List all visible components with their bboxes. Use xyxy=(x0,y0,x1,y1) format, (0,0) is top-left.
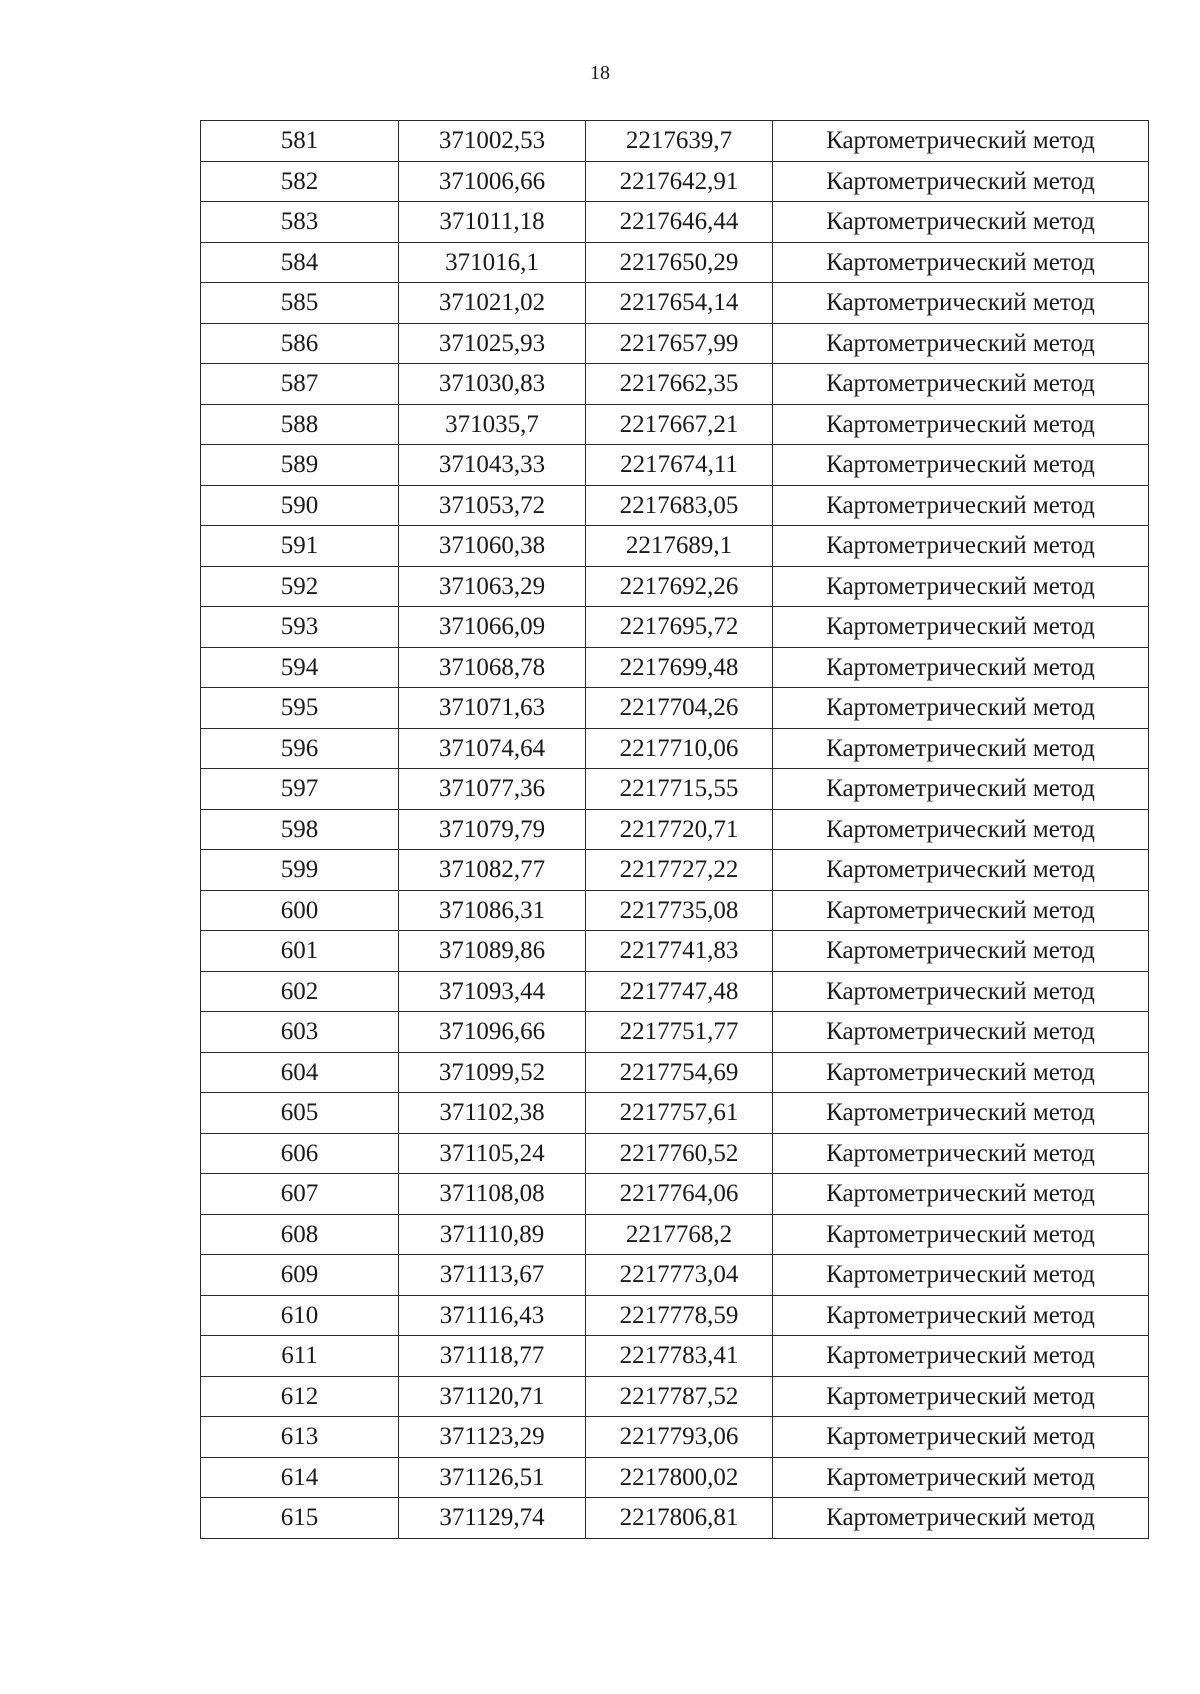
x-coordinate-cell: 371102,38 xyxy=(399,1093,586,1134)
y-coordinate-cell: 2217773,04 xyxy=(586,1255,773,1296)
table-row xyxy=(201,161,1149,202)
method-cell: Картометрический метод xyxy=(773,1457,1149,1498)
y-coordinate-cell: 2217800,02 xyxy=(586,1457,773,1498)
y-coordinate-cell: 2217657,99 xyxy=(586,323,773,364)
x-coordinate-cell: 371118,77 xyxy=(399,1336,586,1377)
point-number-cell: 591 xyxy=(201,526,399,567)
x-coordinate-cell: 371011,18 xyxy=(399,202,586,243)
y-coordinate-cell: 2217778,59 xyxy=(586,1295,773,1336)
y-coordinate-cell: 2217704,26 xyxy=(586,688,773,729)
page-number: 18 xyxy=(590,62,610,84)
y-coordinate-cell: 2217783,41 xyxy=(586,1336,773,1377)
table-row xyxy=(201,121,1149,162)
y-coordinate-cell: 2217735,08 xyxy=(586,890,773,931)
point-number-cell: 595 xyxy=(201,688,399,729)
table-row xyxy=(201,1376,1149,1417)
point-number-cell: 589 xyxy=(201,445,399,486)
point-number-cell: 587 xyxy=(201,364,399,405)
x-coordinate-cell: 371116,43 xyxy=(399,1295,586,1336)
x-coordinate-cell: 371060,38 xyxy=(399,526,586,567)
y-coordinate-cell: 2217695,72 xyxy=(586,607,773,648)
y-coordinate-cell: 2217754,69 xyxy=(586,1052,773,1093)
y-coordinate-cell: 2217768,2 xyxy=(586,1214,773,1255)
table-row xyxy=(201,1214,1149,1255)
method-cell: Картометрический метод xyxy=(773,1174,1149,1215)
point-number-cell: 610 xyxy=(201,1295,399,1336)
table-row xyxy=(201,364,1149,405)
y-coordinate-cell: 2217710,06 xyxy=(586,728,773,769)
y-coordinate-cell: 2217692,26 xyxy=(586,566,773,607)
table-row xyxy=(201,890,1149,931)
x-coordinate-cell: 371123,29 xyxy=(399,1417,586,1458)
method-cell: Картометрический метод xyxy=(773,1417,1149,1458)
y-coordinate-cell: 2217793,06 xyxy=(586,1417,773,1458)
x-coordinate-cell: 371006,66 xyxy=(399,161,586,202)
table-row xyxy=(201,1336,1149,1377)
method-cell: Картометрический метод xyxy=(773,323,1149,364)
point-number-cell: 611 xyxy=(201,1336,399,1377)
method-cell: Картометрический метод xyxy=(773,283,1149,324)
point-number-cell: 612 xyxy=(201,1376,399,1417)
y-coordinate-cell: 2217642,91 xyxy=(586,161,773,202)
y-coordinate-cell: 2217764,06 xyxy=(586,1174,773,1215)
x-coordinate-cell: 371126,51 xyxy=(399,1457,586,1498)
x-coordinate-cell: 371035,7 xyxy=(399,404,586,445)
x-coordinate-cell: 371043,33 xyxy=(399,445,586,486)
table-row xyxy=(201,728,1149,769)
table-row xyxy=(201,283,1149,324)
method-cell: Картометрический метод xyxy=(773,1093,1149,1134)
method-cell: Картометрический метод xyxy=(773,364,1149,405)
x-coordinate-cell: 371096,66 xyxy=(399,1012,586,1053)
point-number-cell: 593 xyxy=(201,607,399,648)
table-row xyxy=(201,404,1149,445)
coordinates-table-body xyxy=(201,121,1149,1539)
y-coordinate-cell: 2217646,44 xyxy=(586,202,773,243)
point-number-cell: 581 xyxy=(201,121,399,162)
x-coordinate-cell: 371079,79 xyxy=(399,809,586,850)
table-row xyxy=(201,931,1149,972)
point-number-cell: 607 xyxy=(201,1174,399,1215)
method-cell: Картометрический метод xyxy=(773,931,1149,972)
x-coordinate-cell: 371066,09 xyxy=(399,607,586,648)
x-coordinate-cell: 371129,74 xyxy=(399,1498,586,1539)
point-number-cell: 601 xyxy=(201,931,399,972)
table-row xyxy=(201,1012,1149,1053)
table-row xyxy=(201,647,1149,688)
y-coordinate-cell: 2217667,21 xyxy=(586,404,773,445)
method-cell: Картометрический метод xyxy=(773,769,1149,810)
x-coordinate-cell: 371063,29 xyxy=(399,566,586,607)
x-coordinate-cell: 371016,1 xyxy=(399,242,586,283)
method-cell: Картометрический метод xyxy=(773,850,1149,891)
method-cell: Картометрический метод xyxy=(773,607,1149,648)
point-number-cell: 614 xyxy=(201,1457,399,1498)
point-number-cell: 588 xyxy=(201,404,399,445)
y-coordinate-cell: 2217639,7 xyxy=(586,121,773,162)
point-number-cell: 608 xyxy=(201,1214,399,1255)
point-number-cell: 585 xyxy=(201,283,399,324)
method-cell: Картометрический метод xyxy=(773,566,1149,607)
y-coordinate-cell: 2217720,71 xyxy=(586,809,773,850)
method-cell: Картометрический метод xyxy=(773,1295,1149,1336)
x-coordinate-cell: 371110,89 xyxy=(399,1214,586,1255)
x-coordinate-cell: 371021,02 xyxy=(399,283,586,324)
point-number-cell: 592 xyxy=(201,566,399,607)
method-cell: Картометрический метод xyxy=(773,1255,1149,1296)
x-coordinate-cell: 371071,63 xyxy=(399,688,586,729)
point-number-cell: 590 xyxy=(201,485,399,526)
table-row xyxy=(201,445,1149,486)
table-row xyxy=(201,688,1149,729)
method-cell: Картометрический метод xyxy=(773,890,1149,931)
point-number-cell: 615 xyxy=(201,1498,399,1539)
x-coordinate-cell: 371093,44 xyxy=(399,971,586,1012)
point-number-cell: 606 xyxy=(201,1133,399,1174)
x-coordinate-cell: 371077,36 xyxy=(399,769,586,810)
y-coordinate-cell: 2217787,52 xyxy=(586,1376,773,1417)
table-row xyxy=(201,526,1149,567)
point-number-cell: 613 xyxy=(201,1417,399,1458)
x-coordinate-cell: 371086,31 xyxy=(399,890,586,931)
point-number-cell: 603 xyxy=(201,1012,399,1053)
method-cell: Картометрический метод xyxy=(773,1376,1149,1417)
table-row xyxy=(201,1295,1149,1336)
table-row xyxy=(201,1457,1149,1498)
table-row xyxy=(201,1174,1149,1215)
point-number-cell: 584 xyxy=(201,242,399,283)
table-row xyxy=(201,323,1149,364)
x-coordinate-cell: 371113,67 xyxy=(399,1255,586,1296)
point-number-cell: 596 xyxy=(201,728,399,769)
y-coordinate-cell: 2217654,14 xyxy=(586,283,773,324)
point-number-cell: 609 xyxy=(201,1255,399,1296)
method-cell: Картометрический метод xyxy=(773,1012,1149,1053)
method-cell: Картометрический метод xyxy=(773,242,1149,283)
table-row xyxy=(201,1417,1149,1458)
point-number-cell: 600 xyxy=(201,890,399,931)
table-row xyxy=(201,769,1149,810)
method-cell: Картометрический метод xyxy=(773,485,1149,526)
point-number-cell: 594 xyxy=(201,647,399,688)
x-coordinate-cell: 371025,93 xyxy=(399,323,586,364)
y-coordinate-cell: 2217741,83 xyxy=(586,931,773,972)
method-cell: Картометрический метод xyxy=(773,688,1149,729)
point-number-cell: 604 xyxy=(201,1052,399,1093)
point-number-cell: 605 xyxy=(201,1093,399,1134)
method-cell: Картометрический метод xyxy=(773,1052,1149,1093)
x-coordinate-cell: 371074,64 xyxy=(399,728,586,769)
x-coordinate-cell: 371099,52 xyxy=(399,1052,586,1093)
table-row xyxy=(201,202,1149,243)
y-coordinate-cell: 2217715,55 xyxy=(586,769,773,810)
x-coordinate-cell: 371108,08 xyxy=(399,1174,586,1215)
y-coordinate-cell: 2217689,1 xyxy=(586,526,773,567)
table-row xyxy=(201,566,1149,607)
x-coordinate-cell: 371030,83 xyxy=(399,364,586,405)
y-coordinate-cell: 2217674,11 xyxy=(586,445,773,486)
point-number-cell: 598 xyxy=(201,809,399,850)
method-cell: Картометрический метод xyxy=(773,121,1149,162)
method-cell: Картометрический метод xyxy=(773,647,1149,688)
table-row xyxy=(201,1255,1149,1296)
table-row xyxy=(201,809,1149,850)
x-coordinate-cell: 371082,77 xyxy=(399,850,586,891)
table-row xyxy=(201,1498,1149,1539)
method-cell: Картометрический метод xyxy=(773,1336,1149,1377)
method-cell: Картометрический метод xyxy=(773,1214,1149,1255)
y-coordinate-cell: 2217806,81 xyxy=(586,1498,773,1539)
x-coordinate-cell: 371002,53 xyxy=(399,121,586,162)
y-coordinate-cell: 2217683,05 xyxy=(586,485,773,526)
x-coordinate-cell: 371105,24 xyxy=(399,1133,586,1174)
point-number-cell: 583 xyxy=(201,202,399,243)
point-number-cell: 602 xyxy=(201,971,399,1012)
y-coordinate-cell: 2217650,29 xyxy=(586,242,773,283)
y-coordinate-cell: 2217662,35 xyxy=(586,364,773,405)
point-number-cell: 599 xyxy=(201,850,399,891)
table-row xyxy=(201,1093,1149,1134)
x-coordinate-cell: 371068,78 xyxy=(399,647,586,688)
table-row xyxy=(201,971,1149,1012)
method-cell: Картометрический метод xyxy=(773,202,1149,243)
method-cell: Картометрический метод xyxy=(773,526,1149,567)
x-coordinate-cell: 371053,72 xyxy=(399,485,586,526)
method-cell: Картометрический метод xyxy=(773,1133,1149,1174)
table-row xyxy=(201,242,1149,283)
table-row xyxy=(201,850,1149,891)
table-row xyxy=(201,1052,1149,1093)
y-coordinate-cell: 2217751,77 xyxy=(586,1012,773,1053)
x-coordinate-cell: 371089,86 xyxy=(399,931,586,972)
method-cell: Картометрический метод xyxy=(773,161,1149,202)
point-number-cell: 582 xyxy=(201,161,399,202)
method-cell: Картометрический метод xyxy=(773,971,1149,1012)
y-coordinate-cell: 2217760,52 xyxy=(586,1133,773,1174)
method-cell: Картометрический метод xyxy=(773,445,1149,486)
y-coordinate-cell: 2217727,22 xyxy=(586,850,773,891)
table-row xyxy=(201,1133,1149,1174)
x-coordinate-cell: 371120,71 xyxy=(399,1376,586,1417)
table-row xyxy=(201,485,1149,526)
y-coordinate-cell: 2217757,61 xyxy=(586,1093,773,1134)
point-number-cell: 586 xyxy=(201,323,399,364)
method-cell: Картометрический метод xyxy=(773,404,1149,445)
method-cell: Картометрический метод xyxy=(773,728,1149,769)
table-row xyxy=(201,607,1149,648)
coordinates-table xyxy=(200,120,1149,1539)
y-coordinate-cell: 2217747,48 xyxy=(586,971,773,1012)
method-cell: Картометрический метод xyxy=(773,809,1149,850)
point-number-cell: 597 xyxy=(201,769,399,810)
y-coordinate-cell: 2217699,48 xyxy=(586,647,773,688)
method-cell: Картометрический метод xyxy=(773,1498,1149,1539)
